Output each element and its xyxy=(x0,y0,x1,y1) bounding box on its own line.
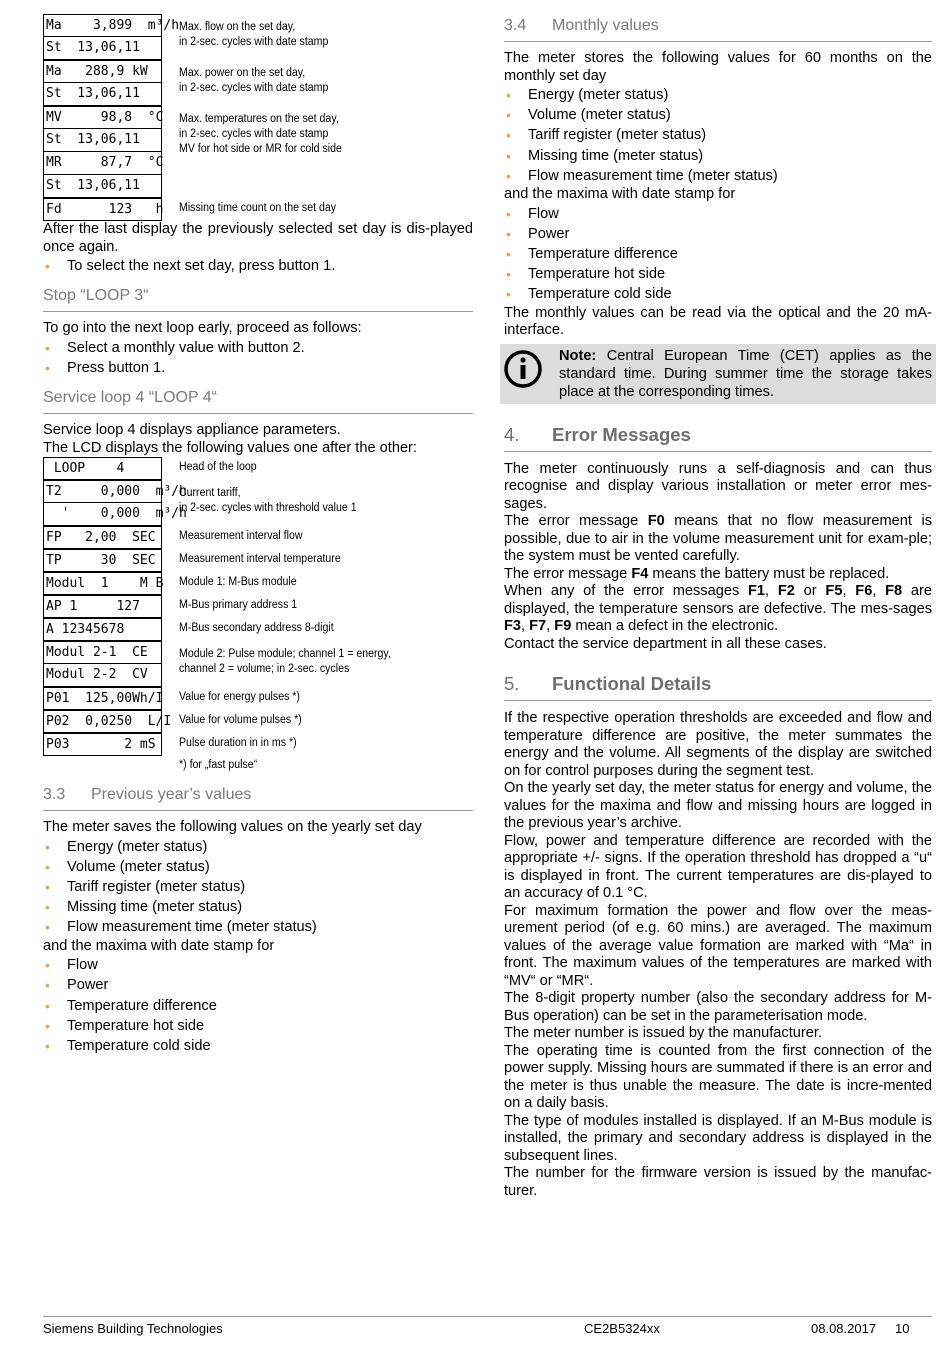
caption-line: Head of the loop xyxy=(179,461,257,474)
lcd-row xyxy=(43,14,473,60)
lcd-table-service xyxy=(43,457,473,756)
monthly-list-2 xyxy=(504,204,932,305)
lcd-readout: P02 0,0250 L/I xyxy=(43,710,162,733)
lcd-display xyxy=(43,457,162,480)
lcd-readout: AP 1 127 xyxy=(43,595,162,618)
monthly-intro: The meter stores the following values for 60 months on the monthly set day xyxy=(504,50,932,84)
lcd-table-set-day xyxy=(43,14,473,221)
monthly-list-1 xyxy=(504,85,932,186)
lcd-display xyxy=(43,14,180,60)
list-item: • Energy (meter status) xyxy=(506,87,669,103)
lcd-readout: MR 87,7 °C xyxy=(43,152,162,175)
lcd-row xyxy=(43,106,473,198)
caption-line: Max. flow on the set day, xyxy=(179,21,296,33)
lcd-readout: Fd 123 h xyxy=(43,198,162,221)
list-item: • Tariff register (meter status) xyxy=(506,127,707,144)
func-p4: For maximum formation the power and flow over the meas-urement period (of e.g. 60 mins.) are averaged. The maximum values of the average value formation are marked with “Ma“ in front. The maximum values of the temperatures are marked with “MV“ or “MR“. xyxy=(504,902,932,989)
previous-year-list-2 xyxy=(43,955,473,1056)
lcd-readout: FP 2,00 SEC xyxy=(43,526,162,549)
lcd-row xyxy=(43,198,473,221)
list-item: • Energy (meter status) xyxy=(45,838,208,855)
lcd-row xyxy=(43,60,473,106)
lcd-readout: Modul 1 M B xyxy=(43,572,162,595)
functional-details-heading: 5. Functional Details xyxy=(504,673,932,701)
lcd-caption xyxy=(162,733,307,751)
note-box xyxy=(500,344,936,404)
caption-line: Missing time count on the set day xyxy=(179,202,337,214)
lcd-readout: Ma 288,9 kW xyxy=(43,60,162,83)
lcd-display xyxy=(43,106,162,198)
monthly-mid: and the maxima with date stamp for xyxy=(504,186,736,203)
lcd-readout: A 12345678 xyxy=(43,618,162,641)
list-item: • Temperature cold side xyxy=(45,1037,211,1054)
error-p4: When any of the error messages F1, F2 or F5, F6, F8 are displayed, the temperature sensors are defective. The mes-sages F3, F7, F9 mean a defect in the electronic. xyxy=(504,583,933,635)
after-last-display-text: After the last display the previously selected set day is dis-played once again. xyxy=(43,221,473,255)
lcd-display xyxy=(43,526,162,549)
lcd-readout: MV 98,8 °C xyxy=(43,106,162,129)
service-intro-2: The LCD displays the following values one after the other: xyxy=(43,439,417,456)
lcd-caption xyxy=(162,687,310,705)
caption-line: Value for energy pulses *) xyxy=(179,691,300,704)
lcd-readout: TP 30 SEC xyxy=(43,549,162,572)
footer-page-number: 10 xyxy=(895,1321,910,1336)
caption-line: M-Bus secondary address 8-digit xyxy=(179,622,334,635)
footer-company: Siemens Building Technologies xyxy=(43,1321,223,1336)
next-set-day-list xyxy=(43,256,473,276)
list-item: • Volume (meter status) xyxy=(45,858,210,875)
previous-year-intro: The meter saves the following values on the yearly set day xyxy=(43,819,422,836)
lcd-caption xyxy=(162,14,341,50)
lcd-readout: Modul 2-2 CV xyxy=(43,664,162,687)
list-item: • Flow xyxy=(45,957,98,974)
lcd-display xyxy=(43,480,187,526)
lcd-caption xyxy=(162,710,312,728)
list-item: • Flow measurement time (meter status) xyxy=(45,919,317,936)
list-item: • Tariff register (meter status) xyxy=(45,879,246,896)
lcd-display xyxy=(43,710,172,733)
caption-line: in 2-sec. cycles with date stamp xyxy=(179,128,329,140)
lcd-display xyxy=(43,687,162,710)
lcd-readout: Modul 2-1 CE xyxy=(43,641,162,664)
lcd-display xyxy=(43,549,162,572)
note-text: Note: Central European Time (CET) applies as the standard time. During summer time the storage takes place at the corresponding times. xyxy=(559,347,932,400)
monthly-values-heading: 3.4 Monthly values xyxy=(504,16,932,42)
previous-year-mid: and the maxima with date stamp for xyxy=(43,937,275,954)
list-item: • Flow measurement time (meter status) xyxy=(506,167,778,184)
list-item: • Temperature difference xyxy=(45,997,217,1014)
caption-line: Module 2: Pulse module; channel 1 = energy, xyxy=(179,648,391,661)
list-item: • Flow xyxy=(506,205,559,222)
caption-line: Pulse duration in in ms *) xyxy=(179,737,297,750)
caption-line: channel 2 = volume; in 2-sec. cycles xyxy=(179,663,350,676)
list-item: • To select the next set day, press button 1. xyxy=(45,258,336,274)
fast-pulse-footnote: *) for „fast pulse“ xyxy=(179,759,258,772)
lcd-display xyxy=(43,595,162,618)
error-p5: Contact the service department in all these cases. xyxy=(504,635,827,652)
caption-line: Module 1: M-Bus module xyxy=(179,576,297,589)
lcd-caption xyxy=(162,480,372,516)
func-p1: If the respective operation thresholds are exceeded and flow and temperature difference are positive, the meter summates the energy and the volume. All segments of the display are switched on for control purposes during the segment test. xyxy=(504,710,932,779)
right-column xyxy=(504,14,932,1200)
lcd-row xyxy=(43,572,473,595)
caption-line: Current tariff, xyxy=(179,487,241,500)
lcd-display xyxy=(43,641,162,687)
func-p8: The type of modules installed is displayed. If an M-Bus module is installed, the primary and secondary address is displayed in the subsequent lines. xyxy=(504,1112,932,1164)
lcd-caption xyxy=(162,618,347,636)
lcd-caption xyxy=(162,106,356,157)
func-p2: On the yearly set day, the meter status for energy and volume, the values for the maxima and flow and missing hours are logged in the previous year’s archive. xyxy=(504,780,932,832)
lcd-readout: Ma 3,899 m³/h xyxy=(43,14,162,37)
lcd-row xyxy=(43,687,473,710)
list-item: • Temperature difference xyxy=(506,245,678,262)
service-intro-1: Service loop 4 displays appliance parameters. xyxy=(43,422,341,439)
caption-line: Measurement interval flow xyxy=(179,530,303,543)
caption-line: MV for hot side or MR for cold side xyxy=(179,143,342,155)
lcd-display xyxy=(43,618,162,641)
list-item: • Press button 1. xyxy=(45,359,166,376)
stop-loop3-heading: Stop “LOOP 3“ xyxy=(43,286,473,312)
lcd-display xyxy=(43,198,162,221)
lcd-caption xyxy=(162,457,263,475)
info-icon xyxy=(503,349,543,389)
service-loop4-heading: Service loop 4 “LOOP 4“ xyxy=(43,388,473,414)
lcd-readout: ' 0,000 m³/h xyxy=(43,503,162,526)
lcd-readout: P03 2 mS xyxy=(43,733,162,756)
caption-line: in 2-sec. cycles with date stamp xyxy=(179,82,329,94)
lcd-row xyxy=(43,618,473,641)
func-p3: Flow, power and temperature difference are recorded with the appropriate +/- signs. If the operation threshold has dropped a “u“ is displayed in front. The current temperatures are dis-played to an accuracy of 0.1 °C. xyxy=(504,832,932,902)
lcd-row xyxy=(43,641,473,687)
lcd-readout: St 13,06,11 xyxy=(43,175,162,198)
func-p9: The number for the firmware version is issued by the manufac-turer. xyxy=(504,1165,932,1199)
lcd-row xyxy=(43,733,473,756)
lcd-row xyxy=(43,526,473,549)
lcd-row xyxy=(43,457,473,480)
lcd-readout: T2 0,000 m³/h xyxy=(43,480,162,503)
left-column xyxy=(43,14,473,1056)
lcd-readout: LOOP 4 xyxy=(43,457,162,480)
caption-line: Max. temperatures on the set day, xyxy=(179,113,339,125)
footer-doc-id: CE2B5324xx xyxy=(584,1321,660,1336)
list-item: • Temperature hot side xyxy=(45,1017,205,1034)
lcd-display xyxy=(43,60,162,106)
lcd-caption xyxy=(162,526,313,544)
list-item: • Missing time (meter status) xyxy=(45,899,243,916)
lcd-caption xyxy=(162,549,355,567)
lcd-readout: St 13,06,11 xyxy=(43,37,162,60)
caption-line: in 2-sec. cycles with date stamp xyxy=(179,36,329,48)
lcd-caption xyxy=(162,60,341,96)
caption-line: in 2-sec. cycles with threshold value 1 xyxy=(179,502,357,515)
list-item: • Select a monthly value with button 2. xyxy=(45,339,305,356)
lcd-row xyxy=(43,549,473,572)
previous-year-list-1 xyxy=(43,837,473,938)
lcd-readout: P01 125,00Wh/I xyxy=(43,687,162,710)
lcd-caption xyxy=(162,641,409,677)
list-item: • Temperature cold side xyxy=(506,286,672,303)
error-p3: The error message F4 means the battery must be replaced. xyxy=(504,565,890,582)
lcd-row xyxy=(43,595,473,618)
func-p5: The 8-digit property number (also the secondary address for M-Bus operation) can be set in the parameterisation mode. xyxy=(504,990,932,1024)
caption-line: Max. power on the set day, xyxy=(179,67,306,79)
list-item: • Power xyxy=(45,977,109,994)
page-footer xyxy=(43,1316,932,1336)
error-p1: The meter continuously runs a self-diagnosis and can thus recognise and display various installation or meter error mes-sages. xyxy=(504,460,932,512)
lcd-row xyxy=(43,710,473,733)
caption-line: Value for volume pulses *) xyxy=(179,714,302,727)
previous-year-heading: 3.3 Previous year’s values xyxy=(43,785,473,811)
stop-intro: To go into the next loop early, proceed as follows: xyxy=(43,320,362,337)
stop-list xyxy=(43,338,473,378)
lcd-caption xyxy=(162,198,350,216)
func-p7: The operating time is counted from the first connection of the power supply. Missing hours are summated if there is an error and the meter is thus unable the measure. The date is incre-mented on a daily basis. xyxy=(504,1042,932,1112)
error-p2: The error message F0 means that no flow measurement is possible, due to air in the volume measurement unit for exam-ple; the system must be vented carefully. xyxy=(504,513,933,565)
lcd-readout: St 13,06,11 xyxy=(43,83,162,106)
caption-line: Measurement interval temperature xyxy=(179,553,341,566)
lcd-caption xyxy=(162,595,307,613)
lcd-readout: St 13,06,11 xyxy=(43,129,162,152)
lcd-row xyxy=(43,480,473,526)
list-item: • Power xyxy=(506,225,570,242)
footer-date: 08.08.2017 xyxy=(811,1321,877,1336)
list-item: • Temperature hot side xyxy=(506,266,666,283)
caption-line: M-Bus primary address 1 xyxy=(179,599,298,612)
lcd-display xyxy=(43,733,162,756)
lcd-display xyxy=(43,572,162,595)
monthly-read-text: The monthly values can be read via the optical and the 20 mA-interface. xyxy=(504,304,932,339)
list-item: • Missing time (meter status) xyxy=(506,147,704,164)
list-item: • Volume (meter status) xyxy=(506,107,671,124)
lcd-caption xyxy=(162,572,307,590)
func-p6: The meter number is issued by the manufacturer. xyxy=(504,1025,822,1042)
error-messages-heading: 4. Error Messages xyxy=(504,424,932,452)
